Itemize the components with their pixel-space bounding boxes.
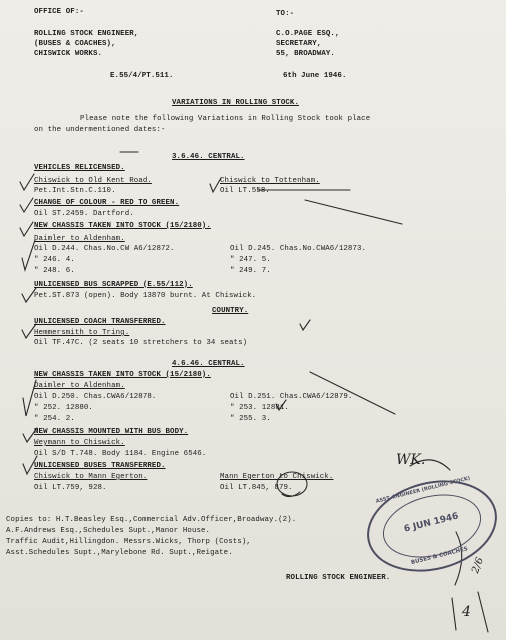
- row2-right-3: " 255. 3.: [230, 415, 271, 423]
- to-line-1: C.O.PAGE ESQ.,: [276, 30, 340, 38]
- handwritten-initials: WK.: [396, 452, 426, 468]
- to-line-2: SECRETARY,: [276, 40, 322, 48]
- from-line-3: CHISWICK WORKS.: [34, 50, 103, 58]
- vehicles-relicensed-heading: VEHICLES RELICENSED.: [34, 164, 125, 172]
- tick-mark-3: [20, 222, 33, 236]
- from-line-1: ROLLING STOCK ENGINEER,: [34, 30, 139, 38]
- from-line-2: (BUSES & COACHES),: [34, 40, 116, 48]
- stamp-bottom-text: BUSES & COACHES: [410, 546, 469, 567]
- to-line-3: 55, BROADWAY.: [276, 50, 335, 58]
- row-left-2: " 246. 4.: [34, 256, 75, 264]
- dest-1: Daimler to Aldenham.: [34, 235, 125, 243]
- row2-left-3: " 254. 2.: [34, 415, 75, 423]
- scrapped-item: Pet.ST.873 (open). Body 13870 burnt. At Chiswick.: [34, 292, 257, 300]
- new-chassis-heading-1: NEW CHASSIS TAKEN INTO STOCK (15/2180).: [34, 222, 211, 230]
- item-right: Oil LT.558.: [220, 187, 270, 195]
- route-left: Chiswick to Old Kent Road.: [34, 177, 152, 185]
- item-left: Pet.Int.Stn.C.110.: [34, 187, 116, 195]
- new-chassis-heading-2: NEW CHASSIS TAKEN INTO STOCK (15/2180).: [34, 371, 211, 379]
- stamp-top-text: ASST. ENGINEER (ROLLING STOCK): [375, 475, 471, 505]
- stamp-date: 6 JUN 1946: [403, 511, 460, 535]
- country-route: Hemmersmith to Tring.: [34, 329, 130, 337]
- tick-mark-1: [20, 174, 34, 190]
- transfer-right-item: Oil LT.845, 879.: [220, 484, 293, 492]
- to-label: TO:-: [276, 10, 295, 18]
- tick-mark-11: [300, 320, 310, 330]
- unlicensed-transferred-heading: UNLICENSED BUSES TRANSFERRED.: [34, 462, 166, 470]
- change-colour-item: Oil ST.2459. Dartford.: [34, 210, 134, 218]
- row2-left-2: " 252. 12880.: [34, 404, 93, 412]
- copies-line-2: A.F.Andrews Esq.,Schedules Supt.,Manor House.: [6, 527, 211, 535]
- mounted-item: Oil S/D T.748. Body 1184. Engine 6546.: [34, 450, 207, 458]
- row-right-2: " 247. 5.: [230, 256, 271, 264]
- row2-right-2: " 253. 12881.: [230, 404, 289, 412]
- row-left-3: " 248. 6.: [34, 267, 75, 275]
- transfer-right-route: Mann Egerton to Chiswick.: [220, 473, 334, 481]
- change-colour-heading: CHANGE OF COLOUR - RED TO GREEN.: [34, 199, 180, 207]
- route-right: Chiswick to Tottenham.: [220, 177, 320, 185]
- intro-line-1: Please note the following Variations in Rolling Stock took place: [80, 115, 371, 123]
- from-label: OFFICE OF:-: [34, 8, 84, 16]
- transfer-left-item: Oil LT.759, 928.: [34, 484, 107, 492]
- corner-stroke-1: [452, 598, 456, 630]
- row-right-3: " 249. 7.: [230, 267, 271, 275]
- mounted-heading: NEW CHASSIS MOUNTED WITH BUS BODY.: [34, 428, 189, 436]
- copies-line-1: Copies to: H.T.Beasley Esq.,Commercial Adv.Officer,Broadway.(2).: [6, 516, 297, 524]
- diagonal-stroke-1: [305, 200, 402, 224]
- row-left-1: Oil D.244. Chas.No.CW A6/12872.: [34, 245, 175, 253]
- handwritten-margin-note: 2/6: [470, 556, 486, 575]
- unlicensed-coach-heading: UNLICENSED COACH TRANSFERRED.: [34, 318, 166, 326]
- copies-line-4: Asst.Schedules Supt.,Marylebone Rd. Supt.,Reigate.: [6, 549, 233, 557]
- corner-stroke-2: [478, 592, 488, 632]
- unlicensed-scrapped-heading: UNLICENSED BUS SCRAPPED (E.55/112).: [34, 281, 193, 289]
- dest-2: Daimler to Aldenham.: [34, 382, 125, 390]
- handwritten-corner-note: 4: [462, 604, 471, 620]
- copies-line-3: Traffic Audit,Hillingdon. Messrs.Wicks, Thorp (Costs),: [6, 538, 251, 546]
- row-right-1: Oil D.245. Chas.No.CWA6/12873.: [230, 245, 367, 253]
- country-heading: COUNTRY.: [212, 307, 249, 315]
- mounted-route: Weymann to Chiswick.: [34, 439, 125, 447]
- document-title: VARIATIONS IN ROLLING STOCK.: [172, 99, 299, 107]
- row2-right-1: Oil D.251. Chas.CWA6/12879.: [230, 393, 353, 401]
- signature-line: ROLLING STOCK ENGINEER.: [286, 574, 391, 582]
- transfer-left-route: Chiswick to Mann Egerton.: [34, 473, 148, 481]
- row2-left-1: Oil D.250. Chas.CWA6/12878.: [34, 393, 157, 401]
- section-2-heading: 4.6.46. CENTRAL.: [172, 360, 245, 368]
- section-1-heading: 3.6.46. CENTRAL.: [172, 153, 245, 161]
- document-date: 6th June 1946.: [283, 72, 347, 80]
- reference-number: E.55/4/PT.511.: [110, 72, 174, 80]
- tick-mark-2: [20, 198, 33, 212]
- intro-line-2: on the undermentioned dates:-: [34, 126, 166, 134]
- country-item: Oil TF.47C. (2 seats 10 stretchers to 34 seats): [34, 339, 248, 347]
